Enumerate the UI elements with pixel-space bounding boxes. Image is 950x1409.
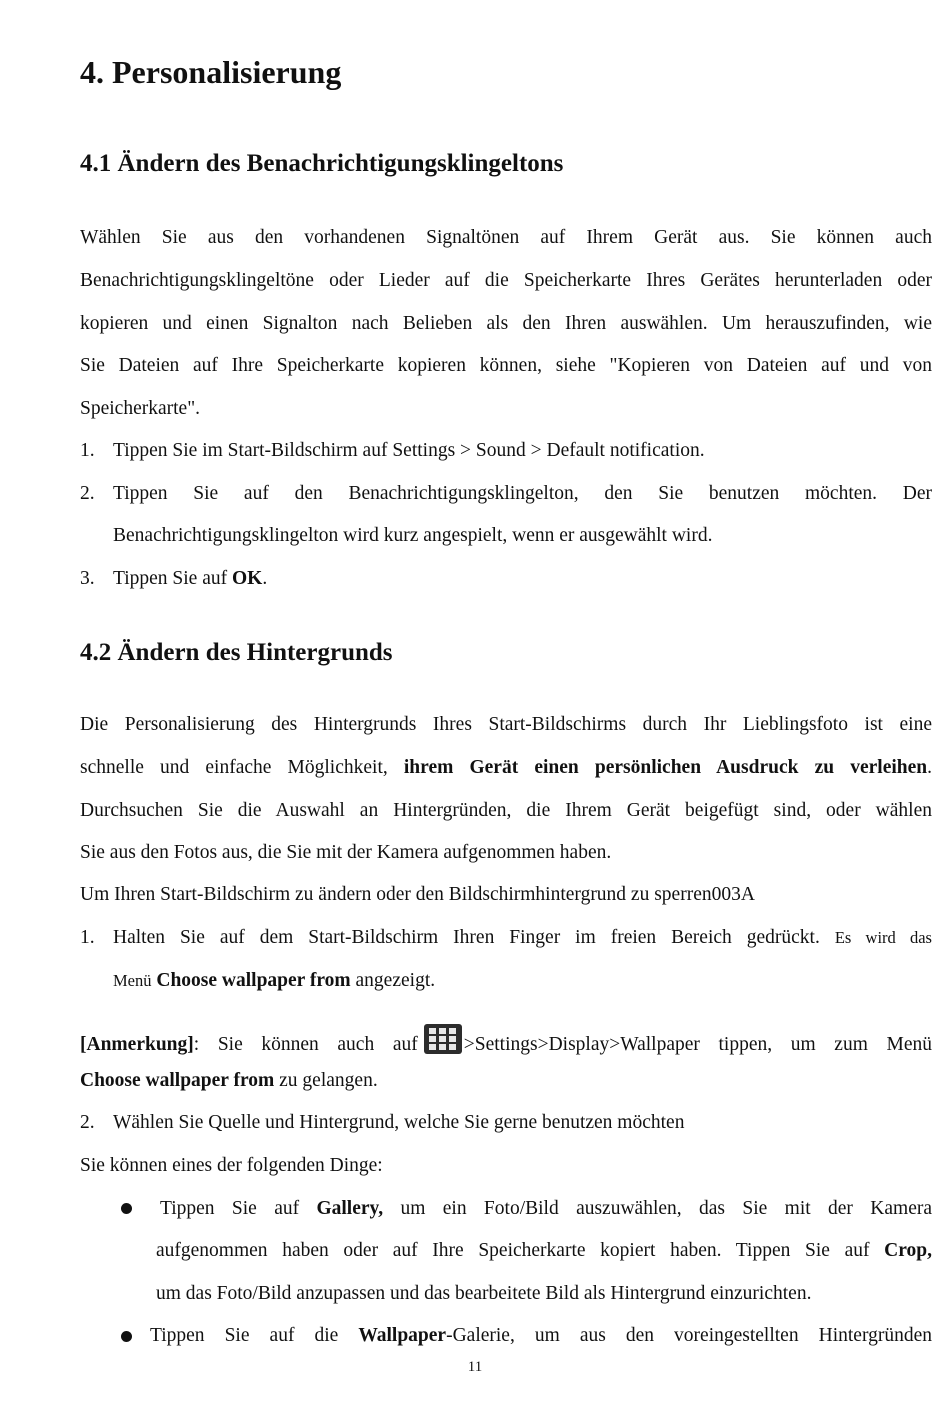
note-line: Choose wallpaper from zu gelangen. — [80, 1070, 378, 1091]
step-number: 1. — [80, 440, 95, 461]
chapter-heading: 4. Personalisierung — [80, 54, 342, 90]
paragraph-line: kopieren und einen Signalton nach Belieben als den Ihren auswählen. Um herauszufinden, wie — [80, 313, 932, 334]
bullet-text: Tippen Sie auf die Wallpaper-Galerie, um aus den voreingestellten Hintergründen — [150, 1325, 932, 1346]
step-number: 2. — [80, 483, 95, 504]
note-line: [Anmerkung]: Sie können auch auf >Settings>Display>Wallpaper tippen, um zum Menü — [80, 1024, 932, 1057]
section-4-2-title: 4.2 Ändern des Hintergrunds — [80, 639, 393, 666]
options-intro: Sie können eines der folgenden Dinge: — [80, 1155, 383, 1176]
step-text: Tippen Sie im Start-Bildschirm auf Settings > Sound > Default notification. — [113, 440, 705, 461]
bullet-dot — [121, 1203, 132, 1214]
paragraph-line: Die Personalisierung des Hintergrunds Ihres Start-Bildschirms durch Ihr Lieblingsfoto ist eine — [80, 714, 932, 735]
step-text: Halten Sie auf dem Start-Bildschirm Ihren Finger im freien Bereich gedrückt. Es wird das — [113, 927, 932, 948]
ok-label: OK — [232, 568, 263, 589]
section-4-1-title: 4.1 Ändern des Benachrichtigungsklingeltons — [80, 150, 564, 177]
paragraph-line: schnelle und einfache Möglichkeit, ihrem Gerät einen persönlichen Ausdruck zu verleihen. — [80, 757, 932, 778]
note-label: [Anmerkung] — [80, 1034, 194, 1055]
step-text: Tippen Sie auf OK. — [113, 568, 268, 589]
step-number: 1. — [80, 927, 95, 948]
paragraph-line: Durchsuchen Sie die Auswahl an Hintergründen, die Ihrem Gerät beigefügt sind, oder wählen — [80, 800, 932, 821]
step-text: Menü Choose wallpaper from angezeigt. — [113, 970, 436, 991]
bullet-text: Tippen Sie auf Gallery, um ein Foto/Bild auszuwählen, das Sie mit der Kamera — [160, 1198, 932, 1219]
bullet-dot — [121, 1331, 132, 1342]
intro-line: Um Ihren Start-Bildschirm zu ändern oder den Bildschirmhintergrund zu sperren003A — [80, 884, 755, 905]
step-number: 3. — [80, 568, 95, 589]
bullet-text: aufgenommen haben oder auf Ihre Speicherkarte kopiert haben. Tippen Sie auf Crop, — [156, 1240, 932, 1261]
apps-grid-icon — [424, 1024, 462, 1054]
step-text: Wählen Sie Quelle und Hintergrund, welche Sie gerne benutzen möchten — [113, 1112, 685, 1133]
step-number: 2. — [80, 1112, 95, 1133]
paragraph-line: Sie Dateien auf Ihre Speicherkarte kopieren können, siehe "Kopieren von Dateien auf und von — [80, 355, 932, 376]
paragraph-line: Benachrichtigungsklingeltöne oder Lieder auf die Speicherkarte Ihres Gerätes herunterladen oder — [80, 270, 932, 291]
paragraph-line: Speicherkarte". — [80, 398, 201, 419]
page-number: 11 — [467, 1359, 483, 1375]
step-text: Benachrichtigungsklingelton wird kurz angespielt, wenn er ausgewählt wird. — [113, 525, 713, 546]
step-text: Tippen Sie auf den Benachrichtigungsklingelton, den Sie benutzen möchten. Der — [113, 483, 932, 504]
paragraph-line: Sie aus den Fotos aus, die Sie mit der Kamera aufgenommen haben. — [80, 842, 612, 863]
bullet-text: um das Foto/Bild anzupassen und das bearbeitete Bild als Hintergrund einzurichten. — [156, 1283, 812, 1304]
paragraph-line: Wählen Sie aus den vorhandenen Signaltönen auf Ihrem Gerät aus. Sie können auch — [80, 227, 932, 248]
